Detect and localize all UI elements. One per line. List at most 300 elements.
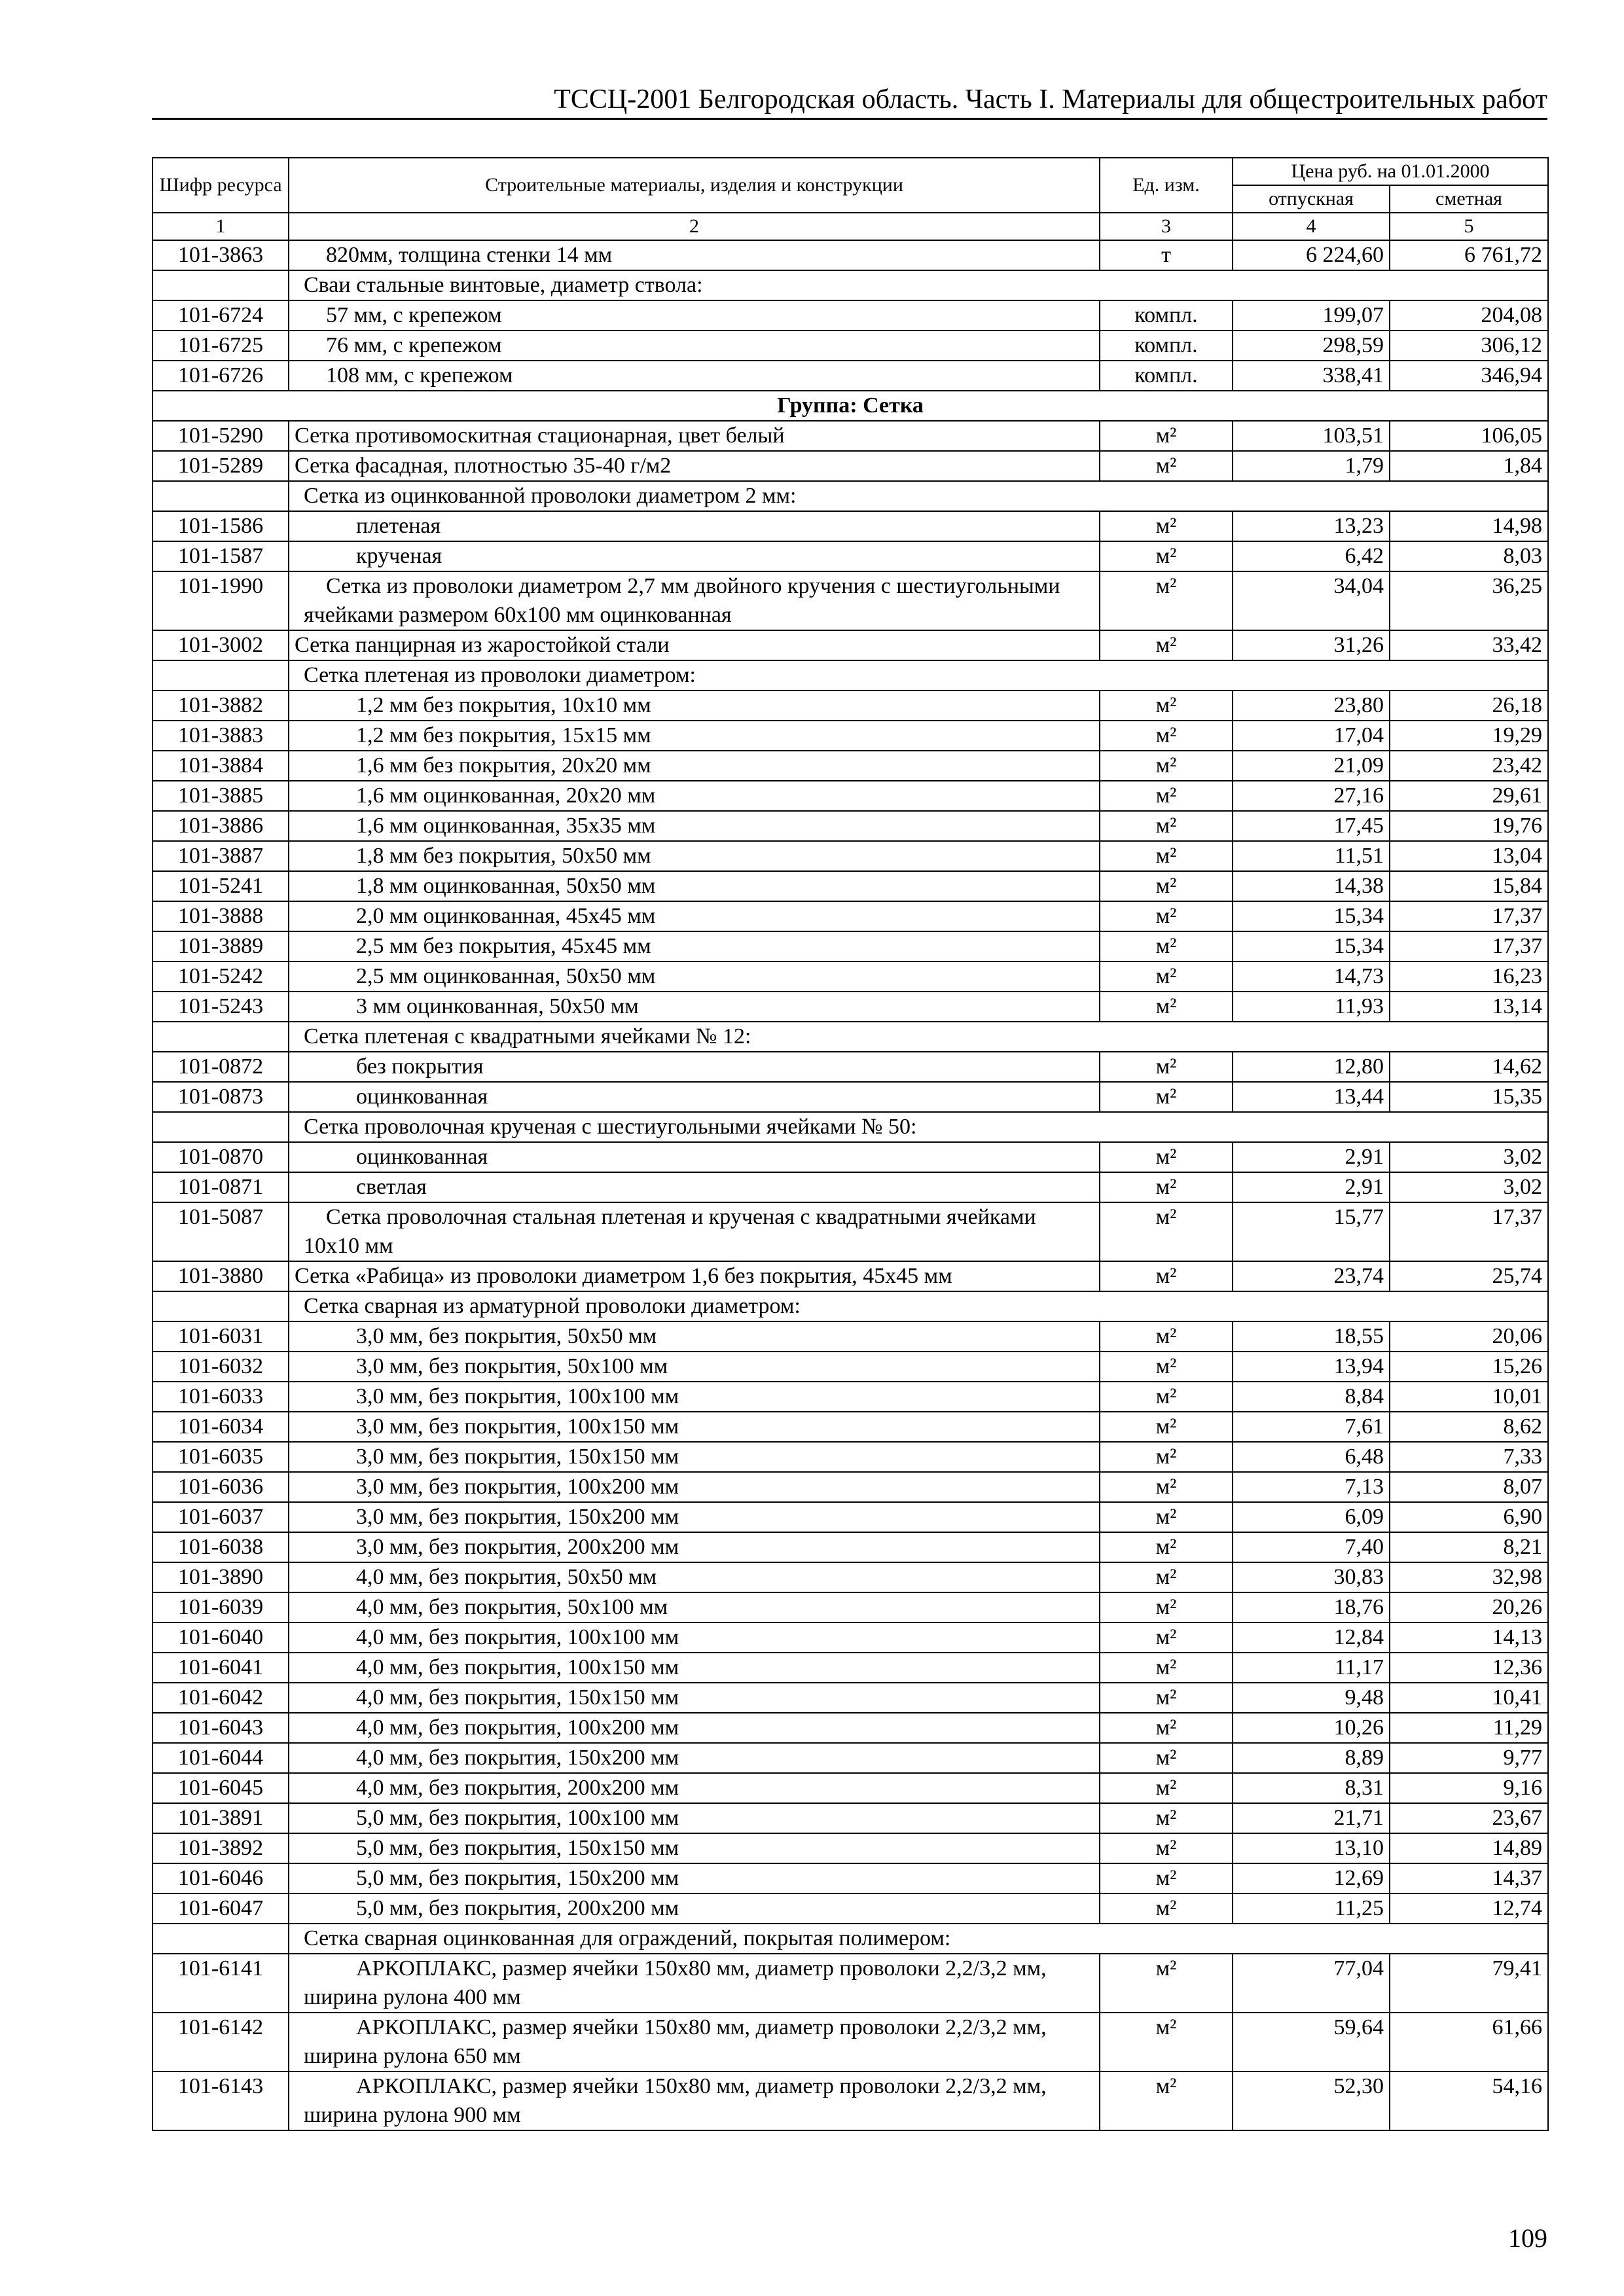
cell-name: 2,0 мм оцинкованная, 45х45 мм xyxy=(289,901,1100,931)
subheading-text: Сетка плетеная из проволоки диаметром: xyxy=(289,660,1548,691)
cell-name: 57 мм, с крепежом xyxy=(289,300,1100,331)
cell-release-price: 13,44 xyxy=(1233,1082,1390,1112)
cell-release-price: 1,79 xyxy=(1233,451,1390,481)
cell-name: 4,0 мм, без покрытия, 100х100 мм xyxy=(289,1623,1100,1653)
cell-estimate-price: 13,04 xyxy=(1390,841,1548,871)
cell-estimate-price: 9,16 xyxy=(1390,1773,1548,1803)
cell-estimate-price: 32,98 xyxy=(1390,1562,1548,1592)
cell-unit: м² xyxy=(1100,871,1233,901)
cell-name: 3,0 мм, без покрытия, 150х150 мм xyxy=(289,1442,1100,1472)
cell-estimate-price: 8,21 xyxy=(1390,1532,1548,1562)
cell-estimate-price: 6,90 xyxy=(1390,1502,1548,1532)
cell-unit: м² xyxy=(1100,511,1233,541)
cell-unit: м² xyxy=(1100,1321,1233,1352)
cell-estimate-price: 346,94 xyxy=(1390,361,1548,391)
cell-release-price: 27,16 xyxy=(1233,781,1390,811)
cell-unit: м² xyxy=(1100,751,1233,781)
table-row xyxy=(153,2072,1548,2130)
subheading-row xyxy=(153,1291,1548,1321)
cell-code: 101-6039 xyxy=(153,1592,289,1623)
subheading-code-cell xyxy=(153,1924,289,1954)
cell-release-price: 12,69 xyxy=(1233,1863,1390,1893)
cell-estimate-price: 23,42 xyxy=(1390,751,1548,781)
cell-name: 3,0 мм, без покрытия, 50х100 мм xyxy=(289,1352,1100,1382)
cell-unit: м² xyxy=(1100,1833,1233,1863)
cell-name: АРКОПЛАКС, размер ячейки 150х80 мм, диаметр проволоки 2,2/3,2 мм, ширина рулона 900 мм xyxy=(289,2072,1100,2130)
cell-estimate-price: 10,01 xyxy=(1390,1382,1548,1412)
cell-name: АРКОПЛАКС, размер ячейки 150х80 мм, диаметр проволоки 2,2/3,2 мм, ширина рулона 400 мм xyxy=(289,1954,1100,2013)
cell-unit: м² xyxy=(1100,1082,1233,1112)
cell-name: светлая xyxy=(289,1172,1100,1202)
table-row xyxy=(153,2013,1548,2072)
table-row xyxy=(153,541,1548,571)
cell-code: 101-3883 xyxy=(153,721,289,751)
table-row xyxy=(153,1382,1548,1412)
cell-name: Сетка из проволоки диаметром 2,7 мм двойного кручения с шестиугольными ячейками размером 60х100 мм оцинкованная xyxy=(289,571,1100,630)
subheading-text: Сетка из оцинкованной проволоки диаметром 2 мм: xyxy=(289,481,1548,511)
cell-name: 3,0 мм, без покрытия, 100х150 мм xyxy=(289,1412,1100,1442)
cell-name: 1,6 мм оцинкованная, 35х35 мм xyxy=(289,811,1100,841)
cell-unit: м² xyxy=(1100,1442,1233,1472)
cell-release-price: 2,91 xyxy=(1233,1142,1390,1172)
cell-unit: м² xyxy=(1100,931,1233,961)
cell-unit: м² xyxy=(1100,1142,1233,1172)
cell-estimate-price: 1,84 xyxy=(1390,451,1548,481)
cell-code: 101-6044 xyxy=(153,1743,289,1773)
cell-unit: м² xyxy=(1100,691,1233,721)
cell-unit: м² xyxy=(1100,992,1233,1022)
cell-unit: м² xyxy=(1100,1623,1233,1653)
cell-unit: м² xyxy=(1100,1382,1233,1412)
cell-unit: м² xyxy=(1100,1803,1233,1833)
cell-code: 101-6041 xyxy=(153,1653,289,1683)
cell-unit: м² xyxy=(1100,1172,1233,1202)
cell-estimate-price: 23,67 xyxy=(1390,1803,1548,1833)
table-row xyxy=(153,1412,1548,1442)
cell-code: 101-6046 xyxy=(153,1863,289,1893)
cell-unit: т xyxy=(1100,240,1233,270)
cell-release-price: 23,80 xyxy=(1233,691,1390,721)
cell-estimate-price: 14,37 xyxy=(1390,1863,1548,1893)
table-row xyxy=(153,361,1548,391)
cell-release-price: 199,07 xyxy=(1233,300,1390,331)
table-row xyxy=(153,1592,1548,1623)
cell-release-price: 31,26 xyxy=(1233,630,1390,660)
cell-code: 101-3890 xyxy=(153,1562,289,1592)
cell-release-price: 14,73 xyxy=(1233,961,1390,992)
cell-code: 101-6043 xyxy=(153,1713,289,1743)
cell-name: Сетка проволочная стальная плетеная и крученая с квадратными ячейками 10х10 мм xyxy=(289,1202,1100,1261)
col-number-4: 4 xyxy=(1233,213,1390,240)
cell-code: 101-6724 xyxy=(153,300,289,331)
subheading-row xyxy=(153,481,1548,511)
cell-name: 4,0 мм, без покрытия, 100х200 мм xyxy=(289,1713,1100,1743)
cell-estimate-price: 13,14 xyxy=(1390,992,1548,1022)
cell-estimate-price: 9,77 xyxy=(1390,1743,1548,1773)
cell-name: 1,8 мм оцинкованная, 50х50 мм xyxy=(289,871,1100,901)
table-row xyxy=(153,1532,1548,1562)
cell-unit: м² xyxy=(1100,2072,1233,2130)
cell-name: 4,0 мм, без покрытия, 150х150 мм xyxy=(289,1683,1100,1713)
cell-release-price: 30,83 xyxy=(1233,1562,1390,1592)
cell-name: 4,0 мм, без покрытия, 50х50 мм xyxy=(289,1562,1100,1592)
subheading-row xyxy=(153,1112,1548,1142)
cell-name: 1,6 мм без покрытия, 20х20 мм xyxy=(289,751,1100,781)
cell-name: 4,0 мм, без покрытия, 100х150 мм xyxy=(289,1653,1100,1683)
cell-name: оцинкованная xyxy=(289,1082,1100,1112)
cell-code: 101-6045 xyxy=(153,1773,289,1803)
table-row xyxy=(153,1202,1548,1261)
cell-name: 2,5 мм оцинкованная, 50х50 мм xyxy=(289,961,1100,992)
cell-release-price: 6,09 xyxy=(1233,1502,1390,1532)
cell-estimate-price: 204,08 xyxy=(1390,300,1548,331)
cell-release-price: 11,93 xyxy=(1233,992,1390,1022)
cell-name: 820мм, толщина стенки 14 мм xyxy=(289,240,1100,270)
cell-code: 101-1587 xyxy=(153,541,289,571)
table-row xyxy=(153,1352,1548,1382)
cell-unit: м² xyxy=(1100,1562,1233,1592)
subheading-row xyxy=(153,1924,1548,1954)
table-row xyxy=(153,1863,1548,1893)
cell-unit: компл. xyxy=(1100,361,1233,391)
cell-release-price: 12,80 xyxy=(1233,1052,1390,1082)
cell-estimate-price: 8,62 xyxy=(1390,1412,1548,1442)
cell-estimate-price: 14,62 xyxy=(1390,1052,1548,1082)
cell-release-price: 15,34 xyxy=(1233,931,1390,961)
cell-name: 3,0 мм, без покрытия, 200х200 мм xyxy=(289,1532,1100,1562)
cell-unit: м² xyxy=(1100,630,1233,660)
cell-code: 101-0871 xyxy=(153,1172,289,1202)
cell-unit: м² xyxy=(1100,421,1233,451)
cell-estimate-price: 20,26 xyxy=(1390,1592,1548,1623)
cell-release-price: 12,84 xyxy=(1233,1623,1390,1653)
table-row xyxy=(153,1893,1548,1924)
cell-name: 1,2 мм без покрытия, 15х15 мм xyxy=(289,721,1100,751)
table-row xyxy=(153,691,1548,721)
cell-code: 101-6035 xyxy=(153,1442,289,1472)
table-row xyxy=(153,721,1548,751)
table-row xyxy=(153,1803,1548,1833)
cell-code: 101-3885 xyxy=(153,781,289,811)
cell-unit: м² xyxy=(1100,1412,1233,1442)
cell-code: 101-6032 xyxy=(153,1352,289,1382)
cell-estimate-price: 26,18 xyxy=(1390,691,1548,721)
cell-unit: м² xyxy=(1100,1893,1233,1924)
cell-release-price: 21,09 xyxy=(1233,751,1390,781)
cell-code: 101-3886 xyxy=(153,811,289,841)
table-row xyxy=(153,451,1548,481)
col-header-estimate: сметная xyxy=(1390,185,1548,213)
col-header-release: отпускная xyxy=(1233,185,1390,213)
cell-estimate-price: 19,76 xyxy=(1390,811,1548,841)
cell-release-price: 2,91 xyxy=(1233,1172,1390,1202)
cell-estimate-price: 17,37 xyxy=(1390,901,1548,931)
cell-name: 5,0 мм, без покрытия, 200х200 мм xyxy=(289,1893,1100,1924)
cell-estimate-price: 20,06 xyxy=(1390,1321,1548,1352)
cell-name: 3,0 мм, без покрытия, 50х50 мм xyxy=(289,1321,1100,1352)
cell-release-price: 13,23 xyxy=(1233,511,1390,541)
table-row xyxy=(153,871,1548,901)
cell-release-price: 7,61 xyxy=(1233,1412,1390,1442)
table-row xyxy=(153,992,1548,1022)
cell-unit: м² xyxy=(1100,781,1233,811)
col-number-5: 5 xyxy=(1390,213,1548,240)
header-rule xyxy=(152,118,1547,120)
cell-estimate-price: 12,74 xyxy=(1390,1893,1548,1924)
col-number-3: 3 xyxy=(1100,213,1233,240)
cell-release-price: 8,89 xyxy=(1233,1743,1390,1773)
cell-estimate-price: 29,61 xyxy=(1390,781,1548,811)
cell-estimate-price: 79,41 xyxy=(1390,1954,1548,2013)
cell-code: 101-6040 xyxy=(153,1623,289,1653)
cell-release-price: 8,84 xyxy=(1233,1382,1390,1412)
cell-unit: м² xyxy=(1100,1592,1233,1623)
table-row xyxy=(153,901,1548,931)
cell-release-price: 7,13 xyxy=(1233,1472,1390,1502)
table-row xyxy=(153,571,1548,630)
cell-release-price: 13,10 xyxy=(1233,1833,1390,1863)
cell-release-price: 52,30 xyxy=(1233,2072,1390,2130)
cell-name: АРКОПЛАКС, размер ячейки 150х80 мм, диаметр проволоки 2,2/3,2 мм, ширина рулона 650 мм xyxy=(289,2013,1100,2072)
cell-estimate-price: 7,33 xyxy=(1390,1442,1548,1472)
cell-release-price: 338,41 xyxy=(1233,361,1390,391)
cell-unit: м² xyxy=(1100,841,1233,871)
cell-code: 101-1586 xyxy=(153,511,289,541)
cell-estimate-price: 16,23 xyxy=(1390,961,1548,992)
cell-code: 101-6143 xyxy=(153,2072,289,2130)
cell-name: плетеная xyxy=(289,511,1100,541)
table-row xyxy=(153,961,1548,992)
table-row xyxy=(153,630,1548,660)
cell-code: 101-6033 xyxy=(153,1382,289,1412)
table-body xyxy=(153,240,1548,2130)
cell-estimate-price: 25,74 xyxy=(1390,1261,1548,1291)
page-number: 109 xyxy=(1508,2223,1547,2253)
cell-name: Сетка панцирная из жаростойкой стали xyxy=(289,630,1100,660)
cell-unit: м² xyxy=(1100,1261,1233,1291)
cell-name: Сетка «Рабица» из проволоки диаметром 1,6 без покрытия, 45х45 мм xyxy=(289,1261,1100,1291)
cell-code: 101-6142 xyxy=(153,2013,289,2072)
cell-code: 101-6141 xyxy=(153,1954,289,2013)
cell-code: 101-0872 xyxy=(153,1052,289,1082)
cell-name: крученая xyxy=(289,541,1100,571)
cell-name: оцинкованная xyxy=(289,1142,1100,1172)
cell-release-price: 15,34 xyxy=(1233,901,1390,931)
subheading-code-cell xyxy=(153,660,289,691)
cell-release-price: 10,26 xyxy=(1233,1713,1390,1743)
cell-code: 101-0873 xyxy=(153,1082,289,1112)
cell-release-price: 11,51 xyxy=(1233,841,1390,871)
cell-unit: компл. xyxy=(1100,300,1233,331)
cell-estimate-price: 19,29 xyxy=(1390,721,1548,751)
subheading-row xyxy=(153,660,1548,691)
cell-estimate-price: 61,66 xyxy=(1390,2013,1548,2072)
cell-unit: м² xyxy=(1100,1472,1233,1502)
cell-release-price: 23,74 xyxy=(1233,1261,1390,1291)
cell-estimate-price: 15,26 xyxy=(1390,1352,1548,1382)
col-header-name: Строительные материалы, изделия и конструкции xyxy=(289,158,1100,213)
cell-code: 101-3889 xyxy=(153,931,289,961)
cell-name: 1,8 мм без покрытия, 50х50 мм xyxy=(289,841,1100,871)
cell-code: 101-6047 xyxy=(153,1893,289,1924)
col-number-1: 1 xyxy=(153,213,289,240)
cell-name: 5,0 мм, без покрытия, 100х100 мм xyxy=(289,1803,1100,1833)
cell-estimate-price: 14,89 xyxy=(1390,1833,1548,1863)
cell-code: 101-6034 xyxy=(153,1412,289,1442)
cell-estimate-price: 12,36 xyxy=(1390,1653,1548,1683)
table-row xyxy=(153,1082,1548,1112)
cell-release-price: 103,51 xyxy=(1233,421,1390,451)
table-row xyxy=(153,1954,1548,2013)
cell-code: 101-3887 xyxy=(153,841,289,871)
cell-release-price: 59,64 xyxy=(1233,2013,1390,2072)
cell-name: Сетка фасадная, плотностью 35-40 г/м2 xyxy=(289,451,1100,481)
table-row xyxy=(153,421,1548,451)
cell-release-price: 8,31 xyxy=(1233,1773,1390,1803)
cell-release-price: 9,48 xyxy=(1233,1683,1390,1713)
table-row xyxy=(153,931,1548,961)
subheading-text: Сваи стальные винтовые, диаметр ствола: xyxy=(289,270,1548,300)
cell-release-price: 6,42 xyxy=(1233,541,1390,571)
col-header-price: Цена руб. на 01.01.2000 xyxy=(1233,158,1548,185)
cell-code: 101-6042 xyxy=(153,1683,289,1713)
subheading-row xyxy=(153,1022,1548,1052)
cell-name: 3,0 мм, без покрытия, 100х100 мм xyxy=(289,1382,1100,1412)
cell-name: 2,5 мм без покрытия, 45х45 мм xyxy=(289,931,1100,961)
subheading-code-cell xyxy=(153,481,289,511)
cell-name: Сетка противомоскитная стационарная, цвет белый xyxy=(289,421,1100,451)
cell-release-price: 34,04 xyxy=(1233,571,1390,630)
subheading-text: Сетка плетеная с квадратными ячейками № 12: xyxy=(289,1022,1548,1052)
cell-unit: м² xyxy=(1100,1653,1233,1683)
cell-unit: м² xyxy=(1100,1052,1233,1082)
cell-estimate-price: 10,41 xyxy=(1390,1683,1548,1713)
cell-estimate-price: 17,37 xyxy=(1390,931,1548,961)
cell-code: 101-5289 xyxy=(153,451,289,481)
cell-unit: м² xyxy=(1100,811,1233,841)
cell-unit: м² xyxy=(1100,2013,1233,2072)
table-row xyxy=(153,511,1548,541)
table-row xyxy=(153,1502,1548,1532)
cell-code: 101-5243 xyxy=(153,992,289,1022)
col-number-2: 2 xyxy=(289,213,1100,240)
table-row xyxy=(153,1653,1548,1683)
cell-estimate-price: 3,02 xyxy=(1390,1142,1548,1172)
table-row xyxy=(153,1052,1548,1082)
cell-code: 101-6038 xyxy=(153,1532,289,1562)
subheading-row xyxy=(153,270,1548,300)
col-header-code: Шифр ресурса xyxy=(153,158,289,213)
table-row xyxy=(153,1142,1548,1172)
cell-name: 1,2 мм без покрытия, 10х10 мм xyxy=(289,691,1100,721)
cell-release-price: 21,71 xyxy=(1233,1803,1390,1833)
cell-unit: м² xyxy=(1100,1683,1233,1713)
table-row xyxy=(153,331,1548,361)
cell-name: 3 мм оцинкованная, 50х50 мм xyxy=(289,992,1100,1022)
cell-name: без покрытия xyxy=(289,1052,1100,1082)
cell-estimate-price: 6 761,72 xyxy=(1390,240,1548,270)
cell-name: 1,6 мм оцинкованная, 20х20 мм xyxy=(289,781,1100,811)
table-row xyxy=(153,751,1548,781)
cell-unit: м² xyxy=(1100,1743,1233,1773)
cell-release-price: 298,59 xyxy=(1233,331,1390,361)
cell-release-price: 7,40 xyxy=(1233,1532,1390,1562)
cell-estimate-price: 11,29 xyxy=(1390,1713,1548,1743)
cell-code: 101-6037 xyxy=(153,1502,289,1532)
cell-code: 101-6725 xyxy=(153,331,289,361)
cell-release-price: 17,45 xyxy=(1233,811,1390,841)
cell-estimate-price: 3,02 xyxy=(1390,1172,1548,1202)
cell-code: 101-3880 xyxy=(153,1261,289,1291)
cell-code: 101-3882 xyxy=(153,691,289,721)
cell-release-price: 6 224,60 xyxy=(1233,240,1390,270)
table-row xyxy=(153,240,1548,270)
subheading-code-cell xyxy=(153,1112,289,1142)
cell-estimate-price: 15,84 xyxy=(1390,871,1548,901)
cell-code: 101-5290 xyxy=(153,421,289,451)
cell-name: 4,0 мм, без покрытия, 50х100 мм xyxy=(289,1592,1100,1623)
cell-release-price: 11,17 xyxy=(1233,1653,1390,1683)
cell-code: 101-5241 xyxy=(153,871,289,901)
cell-code: 101-5087 xyxy=(153,1202,289,1261)
cell-estimate-price: 14,13 xyxy=(1390,1623,1548,1653)
cell-unit: м² xyxy=(1100,1352,1233,1382)
cell-unit: м² xyxy=(1100,541,1233,571)
table-row xyxy=(153,1562,1548,1592)
cell-release-price: 13,94 xyxy=(1233,1352,1390,1382)
cell-estimate-price: 36,25 xyxy=(1390,571,1548,630)
table-row xyxy=(153,781,1548,811)
subheading-text: Сетка сварная оцинкованная для ограждений, покрытая полимером: xyxy=(289,1924,1548,1954)
cell-code: 101-5242 xyxy=(153,961,289,992)
cell-unit: м² xyxy=(1100,1202,1233,1261)
table-row xyxy=(153,811,1548,841)
cell-release-price: 11,25 xyxy=(1233,1893,1390,1924)
col-header-unit: Ед. изм. xyxy=(1100,158,1233,213)
cell-code: 101-3863 xyxy=(153,240,289,270)
cell-name: 4,0 мм, без покрытия, 200х200 мм xyxy=(289,1773,1100,1803)
cell-name: 76 мм, с крепежом xyxy=(289,331,1100,361)
page-header-title: ТССЦ-2001 Белгородская область. Часть I. Материалы для общестроительных работ xyxy=(554,84,1547,115)
cell-unit: м² xyxy=(1100,1502,1233,1532)
group-heading-row xyxy=(153,391,1548,421)
cell-estimate-price: 306,12 xyxy=(1390,331,1548,361)
table-row xyxy=(153,1261,1548,1291)
subheading-text: Сетка сварная из арматурной проволоки диаметром: xyxy=(289,1291,1548,1321)
cell-name: 3,0 мм, без покрытия, 100х200 мм xyxy=(289,1472,1100,1502)
table-header xyxy=(153,158,1548,240)
cell-unit: м² xyxy=(1100,1863,1233,1893)
table-row xyxy=(153,1472,1548,1502)
table-row xyxy=(153,1321,1548,1352)
cell-estimate-price: 54,16 xyxy=(1390,2072,1548,2130)
table-row xyxy=(153,1713,1548,1743)
cell-name: 108 мм, с крепежом xyxy=(289,361,1100,391)
cell-code: 101-6031 xyxy=(153,1321,289,1352)
cell-unit: м² xyxy=(1100,901,1233,931)
cell-estimate-price: 106,05 xyxy=(1390,421,1548,451)
table-row xyxy=(153,1442,1548,1472)
cell-release-price: 6,48 xyxy=(1233,1442,1390,1472)
table-row xyxy=(153,1743,1548,1773)
cell-unit: м² xyxy=(1100,571,1233,630)
cell-estimate-price: 8,07 xyxy=(1390,1472,1548,1502)
subheading-code-cell xyxy=(153,270,289,300)
cell-release-price: 77,04 xyxy=(1233,1954,1390,2013)
cell-release-price: 18,55 xyxy=(1233,1321,1390,1352)
cell-unit: м² xyxy=(1100,1773,1233,1803)
cell-code: 101-3884 xyxy=(153,751,289,781)
